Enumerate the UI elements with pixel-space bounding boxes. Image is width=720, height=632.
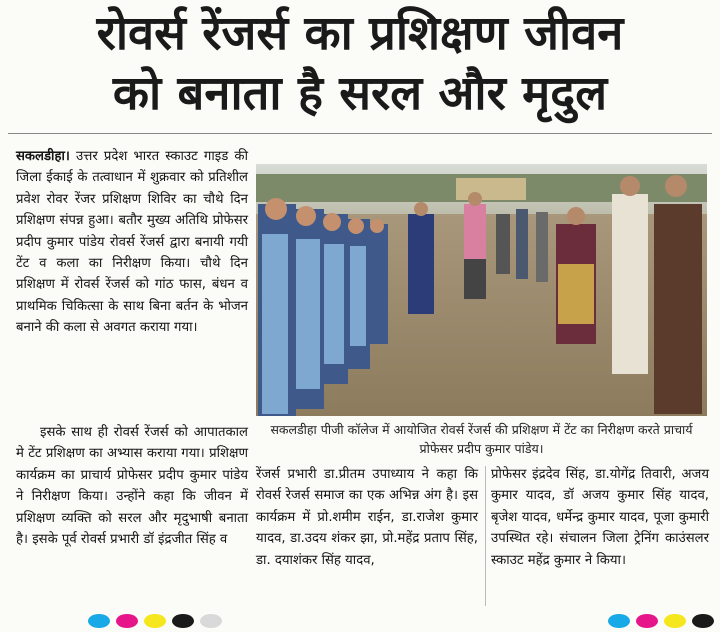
- paragraph-4: प्रोफेसर इंद्रदेव सिंह, डा.योगेंद्र तिवारी, अजय कुमार यादव, डॉ अजय कुमार सिंह यादव, बृजेश यादव, धर्मेन्द्र कुमार यादव, पूजा कुमारी उपस्थित रहे। संचालन जिला ट्रेनिंग काउंसलर स्काउट महेंद्र कुमार ने किया।: [491, 467, 709, 568]
- magenta-dot: [636, 614, 658, 628]
- photo-illustration: [256, 164, 707, 416]
- headline-line-1: रोवर्स रेंजर्स का प्रशिक्षण जीवन: [96, 6, 624, 61]
- black-dot: [692, 614, 714, 628]
- paragraph-1: [16, 146, 248, 339]
- cyan-dot: [88, 614, 110, 628]
- column-divider: [485, 466, 486, 606]
- registration-marks-right: [608, 614, 714, 628]
- paragraph-1-text: उत्तर प्रदेश भारत स्काउट गाइड की जिला ईकाई के तत्वाधान में शुक्रवार को प्रतिशील प्रवेश रोवर रेंजर प्रशिक्षण शिविर का चौथे दिन प्रशिक्षण संपन्न हुआ। बतौर मुख्य अतिथि प्रोफेसर प्रदीप कुमार पांडेय रोवर्स रेंजर्स द्वारा बनायी गयी टेंट व कला का निरीक्षण किया। चौथे दिन प्रशिक्षण में रोवर्स रेंजर्स को गांठ फास, बंधन व प्राथमिक चिकित्सा के साथ बिना बर्तन के भोजन बनाने की कला से अवगत कराया गया।: [16, 149, 248, 336]
- photo-caption: सकलडीहा पीजी कॉलेज में आयोजित रोवर्स रेंजर्स की प्रशिक्षण में टेंट का निरीक्षण करते प्राचार्य प्रोफेसर प्रदीप कुमार पांडेय।: [270, 422, 693, 456]
- article-column-2: [256, 464, 478, 571]
- article-column-3: [491, 464, 709, 571]
- yellow-dot: [144, 614, 166, 628]
- headline-rule: [8, 133, 712, 134]
- black-dot: [172, 614, 194, 628]
- paragraph-3: रेंजर्स प्रभारी डा.प्रीतम उपाध्याय ने कहा कि रोवर्स रेजर्स समाज का एक अभिन्न अंग है। इस कार्यक्रम में प्रो.शमीम राईन, डा.राजेश कुमार यादव, डा.उदय शंकर झा, प्रो.महेंद्र प्रताप सिंह, डा. दयाशंकर सिंह यादव,: [256, 467, 478, 568]
- paragraph-2: इसके साथ ही रोवर्स रेंजर्स को आपातकाल मे टेंट प्रशिक्षण का अभ्यास कराया गया। प्रशिक्षण कार्यक्रम का प्राचार्य प्रोफेसर प्रदीप कुमार पांडेय ने निरीक्षण किया। उन्होंने कहा कि जीवन में प्रशिक्षण व्यक्ति को सरल और मृदुभाषी बनाता है। इसके पूर्व रोवर्स प्रभारी डॉ इंद्रजीत सिंह व: [16, 425, 248, 548]
- headline-line-2: को बनाता है सरल और मृदुल: [112, 66, 608, 121]
- grey-dot: [200, 614, 222, 628]
- yellow-dot: [664, 614, 686, 628]
- dateline: सकलडीहा।: [16, 149, 70, 164]
- registration-marks-left: [88, 614, 222, 628]
- article-column-1: [16, 146, 248, 339]
- headline: [0, 4, 720, 124]
- cyan-dot: [608, 614, 630, 628]
- news-photo: [256, 164, 707, 416]
- article-column-1-continued: [16, 422, 248, 550]
- magenta-dot: [116, 614, 138, 628]
